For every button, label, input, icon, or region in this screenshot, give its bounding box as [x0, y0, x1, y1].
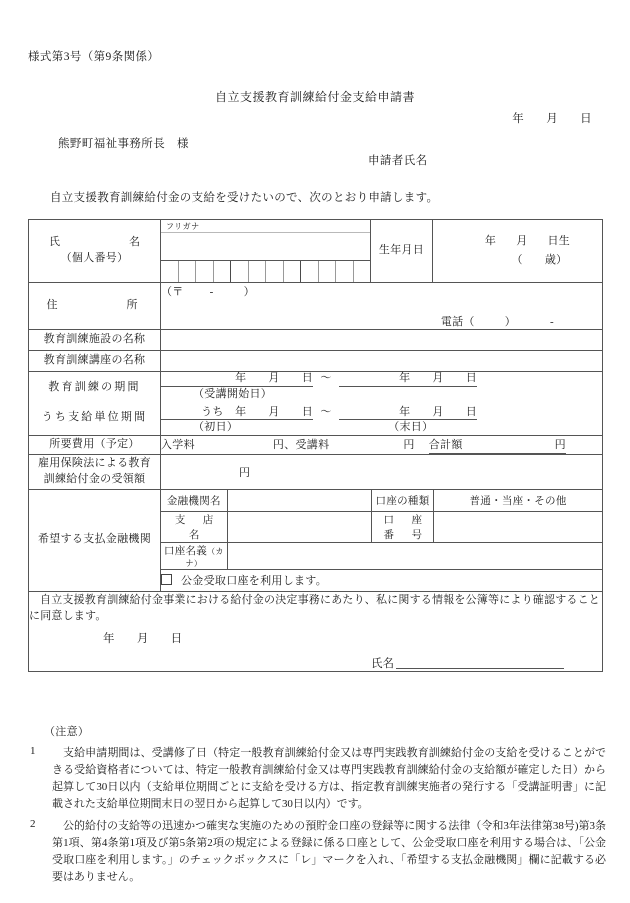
insurance-amount-cell[interactable]	[161, 454, 603, 489]
cost-label: 所要費用（予定）	[29, 435, 161, 454]
cost-entry-cell[interactable]	[161, 435, 603, 454]
entrance-fee-yen: 円、受講料	[272, 438, 330, 451]
number-box[interactable]	[231, 261, 249, 282]
public-account-checkbox[interactable]	[161, 574, 172, 585]
dob-label: 生年月日	[371, 220, 433, 283]
age-open-paren: （	[511, 254, 523, 266]
facility-name-label: 教育訓練施設の名称	[29, 330, 161, 351]
consent-cell	[29, 591, 603, 671]
dob-year-label: 年	[484, 235, 497, 248]
age-label: 歳）	[544, 254, 568, 266]
individual-number-boxes[interactable]	[161, 261, 370, 282]
telephone-line	[161, 313, 602, 329]
submission-date-line	[512, 110, 592, 126]
form-code: 様式第3号（第9条関係）	[28, 51, 160, 63]
date-month-label: 月	[546, 113, 559, 125]
name-label-line1: 氏 名	[49, 236, 145, 249]
number-box[interactable]	[301, 261, 319, 282]
consent-year-label: 年	[103, 632, 115, 645]
consent-date-line[interactable]	[29, 630, 602, 646]
insurance-yen: 円	[239, 466, 250, 479]
total-yen: 円	[554, 438, 566, 451]
course-name-label: 教育訓練講座の名称	[29, 351, 161, 372]
note-number: 1	[30, 745, 36, 757]
table-row-address	[29, 283, 603, 330]
account-type-options[interactable]: 普通・当座・その他	[434, 490, 602, 512]
addressee: 熊野町福祉事務所長 様	[58, 138, 189, 150]
tel-close-paren: ）	[504, 316, 517, 328]
total-amount-field[interactable]	[429, 436, 566, 454]
name-entry-cell	[161, 220, 371, 283]
note-item	[28, 818, 606, 886]
insurance-label-cell	[29, 454, 161, 489]
table-row-cost	[29, 435, 603, 454]
application-table	[28, 219, 603, 672]
unit-start-field[interactable]	[161, 406, 313, 421]
dob-month-label: 月	[516, 235, 528, 248]
start-year-label: 年	[235, 372, 247, 384]
table-row-name	[29, 220, 603, 283]
institution-value[interactable]	[227, 490, 371, 512]
unit-period-line	[161, 406, 602, 421]
unit-last-day-note: （末日）	[388, 421, 434, 434]
document-title: 自立支援教育訓練給付金支給申請書	[214, 90, 415, 104]
holder-label-kana: （カナ）	[185, 546, 224, 568]
zip-dash: -	[209, 286, 214, 298]
bank-row-institution	[161, 490, 602, 512]
total-label: 合計額	[428, 438, 463, 451]
number-box[interactable]	[354, 261, 371, 282]
facility-name-value[interactable]	[161, 330, 603, 351]
period-label-line2: うち支給単位期間	[41, 411, 148, 424]
number-box[interactable]	[161, 261, 179, 282]
unit-end-field[interactable]	[339, 406, 477, 421]
public-account-row[interactable]	[161, 569, 602, 591]
number-box[interactable]	[266, 261, 284, 282]
consent-signature-line[interactable]	[29, 655, 602, 671]
end-year-label: 年	[399, 372, 411, 384]
public-account-label: 公金受取口座を利用します。	[181, 575, 328, 588]
number-box[interactable]	[196, 261, 214, 282]
notes-section	[28, 723, 606, 891]
number-box[interactable]	[179, 261, 197, 282]
bank-detail-cell	[161, 489, 603, 591]
zip-line	[161, 283, 602, 299]
number-box[interactable]	[336, 261, 354, 282]
entrance-fee-label: 入学料	[161, 438, 195, 451]
unit-period-note-line	[161, 421, 602, 434]
table-row-period	[29, 372, 603, 436]
consent-text: 自立支援教育訓練給付金事業における給付金の決定事務にあたり、私に関する情報を公簿等により確認することに同意します。	[29, 593, 600, 623]
holder-label: 口座名義	[163, 545, 208, 557]
number-box[interactable]	[284, 261, 302, 282]
unit-period-tilde: ～	[320, 405, 332, 418]
address-entry-cell[interactable]	[161, 283, 603, 330]
name-label-cell	[29, 220, 161, 283]
training-start-note: （受講開始日）	[193, 387, 273, 400]
dob-entry-cell[interactable]	[433, 220, 603, 283]
name-label-line2: （個人番号）	[60, 252, 129, 264]
branch-value[interactable]	[227, 511, 371, 542]
training-start-note-line	[161, 388, 602, 401]
course-name-value[interactable]	[161, 351, 603, 372]
note-text: 支給申請期間は、受講修了日（特定一般教育訓練給付金又は専門実践教育訓練給付金の支給を受けることができる受給資格者については、特定一般教育訓練給付金又は専門実践教育訓練給付金の支給額が確定した日）から起算して30日以内（支給単位期間ごとに支給を受ける方は、指定教育訓練実施者の発行する「受講証明書」に記載された支給単位期間末日の翌日から起算して30日以内）です。	[52, 747, 606, 811]
number-box[interactable]	[214, 261, 232, 282]
zip-close-paren: ）	[243, 286, 255, 298]
bank-label: 希望する支払金融機関	[29, 489, 161, 591]
unit-end-year-label: 年	[399, 405, 411, 418]
note-number: 2	[30, 818, 36, 831]
address-label: 住 所	[29, 283, 161, 330]
bank-row-branch	[161, 511, 602, 542]
consent-signature-field[interactable]	[396, 655, 564, 669]
unit-end-day-label: 日	[465, 405, 477, 418]
training-period-line	[161, 372, 602, 387]
end-day-label: 日	[465, 372, 477, 384]
holder-value[interactable]	[227, 542, 602, 569]
start-day-label: 日	[301, 372, 313, 384]
unit-start-year-label: 年	[235, 405, 247, 418]
name-input-area[interactable]	[161, 233, 370, 261]
number-box[interactable]	[249, 261, 267, 282]
zip-mark: （〒	[161, 286, 184, 298]
bank-row-public-account	[161, 569, 602, 591]
consent-month-label: 月	[136, 632, 149, 645]
unit-start-month-label: 月	[268, 405, 280, 418]
period-entry-cell[interactable]	[161, 372, 603, 436]
dob-age-line	[433, 251, 602, 270]
uchi-prefix: うち	[201, 405, 224, 418]
period-label-line1: 教育訓練の期間	[48, 381, 141, 394]
bank-row-holder	[161, 542, 602, 569]
furigana-label: フリガナ	[161, 220, 370, 233]
end-month-label: 月	[432, 372, 444, 384]
course-fee-yen: 円	[403, 438, 415, 451]
branch-label: 支 店 名	[161, 511, 227, 542]
unit-first-day-note: （初日）	[193, 421, 239, 434]
dob-day-label: 日生	[547, 235, 571, 248]
training-start-field[interactable]	[161, 372, 313, 387]
holder-label-cell	[161, 542, 227, 569]
account-type-label: 口座の種類	[371, 490, 433, 512]
number-box[interactable]	[319, 261, 337, 282]
table-row-consent	[29, 591, 603, 671]
account-number-value[interactable]	[434, 511, 602, 542]
institution-label: 金融機関名	[161, 490, 227, 512]
start-month-label: 月	[268, 372, 280, 384]
insurance-label-line1: 雇用保険法による教育	[38, 456, 151, 469]
unit-start-day-label: 日	[301, 405, 313, 418]
bank-sub-table	[161, 490, 602, 591]
intro-sentence: 自立支援教育訓練給付金の支給を受けたいので、次のとおり申請します。	[50, 192, 439, 204]
table-row-facility	[29, 330, 603, 351]
note-item	[28, 745, 606, 813]
insurance-label-line2: 訓練給付金の受領額	[43, 472, 146, 485]
table-row-insurance	[29, 454, 603, 489]
tel-label: 電話（	[440, 316, 475, 328]
unit-end-month-label: 月	[432, 405, 444, 418]
dob-date-line	[433, 232, 602, 251]
applicant-name-label: 申請者氏名	[368, 155, 428, 167]
tel-dash: -	[550, 316, 554, 328]
table-row-course	[29, 351, 603, 372]
note-text: 公的給付の支給等の迅速かつ確実な実施のための預貯金口座の登録等に関する法律（令和3年法律第38号)第3条第1項、第4条第1項及び第5条第2項の規定による登録に係る口座として、公金受取口座を利用する場合は、「公金受取口座を利用します。」のチェックボックスに「レ」マークを入れ、「希望する支払金融機関」欄に記載する必要はありません。	[52, 820, 606, 884]
account-number-label: 口 座 番 号	[371, 511, 433, 542]
notes-title: （注意）	[44, 726, 90, 738]
period-tilde: ～	[320, 372, 332, 384]
table-row-bank	[29, 489, 603, 591]
training-end-field[interactable]	[339, 372, 477, 387]
consent-sign-label: 氏名	[371, 657, 394, 670]
date-day-label: 日	[580, 113, 592, 125]
period-label-cell	[29, 372, 161, 436]
consent-day-label: 日	[170, 632, 183, 645]
date-year-label: 年	[512, 113, 525, 125]
